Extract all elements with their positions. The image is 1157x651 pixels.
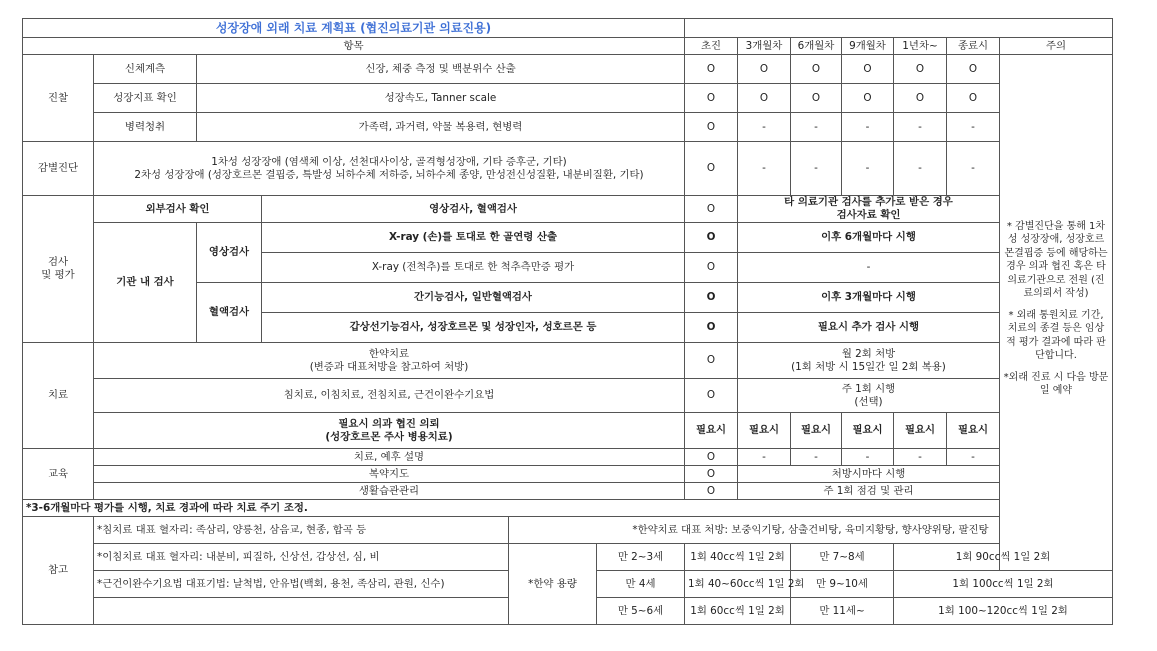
table-row <box>23 466 1113 483</box>
mark-cell: O <box>947 55 1000 84</box>
mark-cell: - <box>947 449 1000 466</box>
ref-point: *근건이완수기요법 대표기법: 날척법, 안유법(백회, 용천, 족삼리, 관원, 신수) <box>94 571 509 598</box>
footer-note-row <box>23 500 1113 517</box>
mark-cell: O <box>685 223 738 253</box>
mark-cell: O <box>685 343 738 379</box>
followup-line: 검사자료 확인 <box>836 209 901 221</box>
mark-cell: - <box>738 449 791 466</box>
detail-line: 한약치료 <box>368 347 410 360</box>
diagnosis-line: 1차성 성장장애 (염색체 이상, 선천대사이상, 골격형성장애, 기타 증후군, 기타) <box>211 155 567 168</box>
mark-cell: 필요시 <box>791 413 842 449</box>
footer-note: *3-6개월마다 평가를 시행, 치료 경과에 따라 치료 주기 조정. <box>23 500 1113 517</box>
item-detail: 성장속도, Tanner scale <box>197 84 685 113</box>
followup-cell: 필요시 추가 검사 시행 <box>738 313 1000 343</box>
table-row <box>23 55 1113 84</box>
title-blank-cell <box>685 19 1113 38</box>
ref-row <box>23 544 1113 571</box>
header-item: 항목 <box>23 38 685 55</box>
note-text: * 감별진단을 통해 1차성 성장장애, 성장호르몬결핍증 등에 해당하는 경우 의과 협진 혹은 타 의료기관으로 전원 (진료의뢰서 작성) <box>1004 220 1108 299</box>
title-row <box>23 19 1113 38</box>
mark-cell: 필요시 <box>894 413 947 449</box>
dose-amount: 1회 90cc씩 1일 2회 <box>894 544 1113 571</box>
item-detail <box>94 413 685 449</box>
mark-cell: 필요시 <box>738 413 791 449</box>
mark-cell: O <box>685 483 738 500</box>
category-diagnosis: 감별진단 <box>23 142 94 196</box>
mark-cell: - <box>791 449 842 466</box>
header-col: 초진 <box>685 38 738 55</box>
mark-cell: O <box>685 55 738 84</box>
table-row <box>23 196 1113 223</box>
mark-cell: O <box>685 84 738 113</box>
header-col: 1년차~ <box>894 38 947 55</box>
mark-cell: O <box>685 196 738 223</box>
mark-cell: - <box>842 142 894 196</box>
page-title: 성장장애 외래 치료 계획표 (협진의료기관 의료진용) <box>23 19 685 38</box>
notes-cell <box>1000 55 1113 571</box>
note-text: *외래 진료 시 다음 방문일 예약 <box>1003 371 1109 396</box>
followup-cell: 이후 6개월마다 시행 <box>738 223 1000 253</box>
followup-line: 타 의료기관 검사를 추가로 받은 경우 <box>784 196 953 208</box>
dose-label: *한약 용량 <box>509 544 597 625</box>
mark-cell: O <box>685 283 738 313</box>
mark-cell: O <box>685 379 738 413</box>
followup-cell: - <box>738 253 1000 283</box>
mark-cell: O <box>685 113 738 142</box>
table-row <box>23 413 1113 449</box>
item-name: 병력청취 <box>94 113 197 142</box>
mark-cell: - <box>738 142 791 196</box>
diagnosis-detail <box>94 142 685 196</box>
mark-cell: - <box>738 113 791 142</box>
dose-amount: 1회 40cc씩 1일 2회 <box>685 544 791 571</box>
followup-line: 월 2회 처방 <box>841 347 896 360</box>
note-text: * 외래 통원치료 기간, 치료의 종결 등은 임상적 평가 결과에 따라 판단합니다. <box>1006 309 1106 361</box>
mark-cell: O <box>738 84 791 113</box>
herbal-prescription: *한약치료 대표 처방: 보중익기탕, 삼출건비탕, 육미지황탕, 향사양위탕, 팔진탕 <box>509 517 1113 544</box>
item-detail: 영상검사, 혈액검사 <box>262 196 685 223</box>
dose-amount: 1회 100cc씩 1일 2회 <box>894 571 1113 598</box>
mark-cell: - <box>894 113 947 142</box>
item-detail: 생활습관관리 <box>94 483 685 500</box>
mark-cell: O <box>685 313 738 343</box>
category-evaluation <box>23 196 94 343</box>
followup-cell <box>738 379 1000 413</box>
item-detail: X-ray (전척추)를 토대로 한 척추측만증 평가 <box>262 253 685 283</box>
diagnosis-line: 2차성 성장장애 (성장호르몬 결핍증, 특발성 뇌하수체 저하증, 뇌하수체 종양, 만성전신성질환, 내분비질환, 기타) <box>134 168 644 181</box>
dose-amount: 1회 60cc씩 1일 2회 <box>685 598 791 625</box>
header-notes: 주의 <box>1000 38 1113 55</box>
mark-cell: 필요시 <box>947 413 1000 449</box>
item-detail: 신장, 체중 측정 및 백분위수 산출 <box>197 55 685 84</box>
dose-amount: 1회 100~120cc씩 1일 2회 <box>894 598 1113 625</box>
header-col: 9개월차 <box>842 38 894 55</box>
dose-amount: 1회 40~60cc씩 1일 2회 <box>685 571 791 598</box>
category-exam: 진찰 <box>23 55 94 142</box>
mark-cell: O <box>894 55 947 84</box>
mark-cell: O <box>685 253 738 283</box>
item-detail: 침치료, 이침치료, 전침치료, 근건이완수기요법 <box>94 379 685 413</box>
detail-line: (성장호르몬 주사 병용치료) <box>325 430 453 443</box>
detail-line: 필요시 의과 협진 의뢰 <box>338 417 440 430</box>
mark-cell: O <box>791 84 842 113</box>
dose-age: 만 5~6세 <box>597 598 685 625</box>
header-row <box>23 38 1113 55</box>
item-detail <box>94 343 685 379</box>
mark-cell: O <box>894 84 947 113</box>
followup-cell <box>738 196 1000 223</box>
sub-category: 영상검사 <box>197 223 262 283</box>
mark-cell: - <box>894 142 947 196</box>
followup-cell <box>738 343 1000 379</box>
mark-cell: 필요시 <box>842 413 894 449</box>
table-row <box>23 84 1113 113</box>
item-name: 신체계측 <box>94 55 197 84</box>
dose-age: 만 9~10세 <box>791 571 894 598</box>
category-line: 및 평가 <box>41 269 75 281</box>
mark-cell: O <box>842 84 894 113</box>
mark-cell: O <box>685 142 738 196</box>
followup-line: (선택) <box>854 395 883 408</box>
category-reference: 참고 <box>23 517 94 625</box>
item-detail: 가족력, 과거력, 약물 복용력, 현병력 <box>197 113 685 142</box>
dose-age: 만 11세~ <box>791 598 894 625</box>
mark-cell: - <box>894 449 947 466</box>
mark-cell: O <box>842 55 894 84</box>
followup-cell: 주 1회 점검 및 관리 <box>738 483 1000 500</box>
mark-cell: 필요시 <box>685 413 738 449</box>
mark-cell: - <box>842 449 894 466</box>
mark-cell: O <box>947 84 1000 113</box>
ref-point: *이침치료 대표 혈자리: 내분비, 피질하, 신상선, 갑상선, 심, 비 <box>94 544 509 571</box>
dose-age: 만 4세 <box>597 571 685 598</box>
category-line: 검사 <box>47 256 69 268</box>
detail-line: (변증과 대표처방을 참고하여 처방) <box>309 360 469 373</box>
header-col: 종료시 <box>947 38 1000 55</box>
header-col: 6개월차 <box>791 38 842 55</box>
table-row <box>23 379 1113 413</box>
mark-cell: - <box>791 113 842 142</box>
dose-age: 만 7~8세 <box>791 544 894 571</box>
table-row <box>23 223 1113 253</box>
dose-age: 만 2~3세 <box>597 544 685 571</box>
sub-category: 혈액검사 <box>197 283 262 343</box>
category-treatment: 치료 <box>23 343 94 449</box>
followup-line: (1회 처방 시 15일간 일 2회 복용) <box>791 360 946 373</box>
item-name: 외부검사 확인 <box>94 196 262 223</box>
table-row <box>23 142 1113 196</box>
table-row <box>23 343 1113 379</box>
followup-cell: 이후 3개월마다 시행 <box>738 283 1000 313</box>
item-detail: 치료, 예후 설명 <box>94 449 685 466</box>
ref-point: *침치료 대표 혈자리: 족삼리, 양릉천, 삼음교, 현종, 합곡 등 <box>94 517 509 544</box>
mark-cell: - <box>947 142 1000 196</box>
mark-cell: O <box>685 449 738 466</box>
item-detail: 복약지도 <box>94 466 685 483</box>
ref-blank-cell <box>94 598 509 625</box>
item-detail: 간기능검사, 일반혈액검사 <box>262 283 685 313</box>
treatment-plan-table <box>22 18 1113 625</box>
mark-cell: - <box>947 113 1000 142</box>
item-name: 성장지표 확인 <box>94 84 197 113</box>
table-row <box>23 449 1113 466</box>
table-row <box>23 483 1113 500</box>
followup-line: 주 1회 시행 <box>841 382 896 395</box>
mark-cell: O <box>791 55 842 84</box>
mark-cell: - <box>791 142 842 196</box>
ref-row <box>23 517 1113 544</box>
item-detail: 갑상선기능검사, 성장호르몬 및 성장인자, 성호르몬 등 <box>262 313 685 343</box>
table-row <box>23 113 1113 142</box>
mark-cell: O <box>685 466 738 483</box>
followup-cell: 처방시마다 시행 <box>738 466 1000 483</box>
header-col: 3개월차 <box>738 38 791 55</box>
category-education: 교육 <box>23 449 94 500</box>
mark-cell: - <box>842 113 894 142</box>
mark-cell: O <box>738 55 791 84</box>
item-detail: X-ray (손)를 토대로 한 골연령 산출 <box>262 223 685 253</box>
item-name: 기관 내 검사 <box>94 223 197 343</box>
